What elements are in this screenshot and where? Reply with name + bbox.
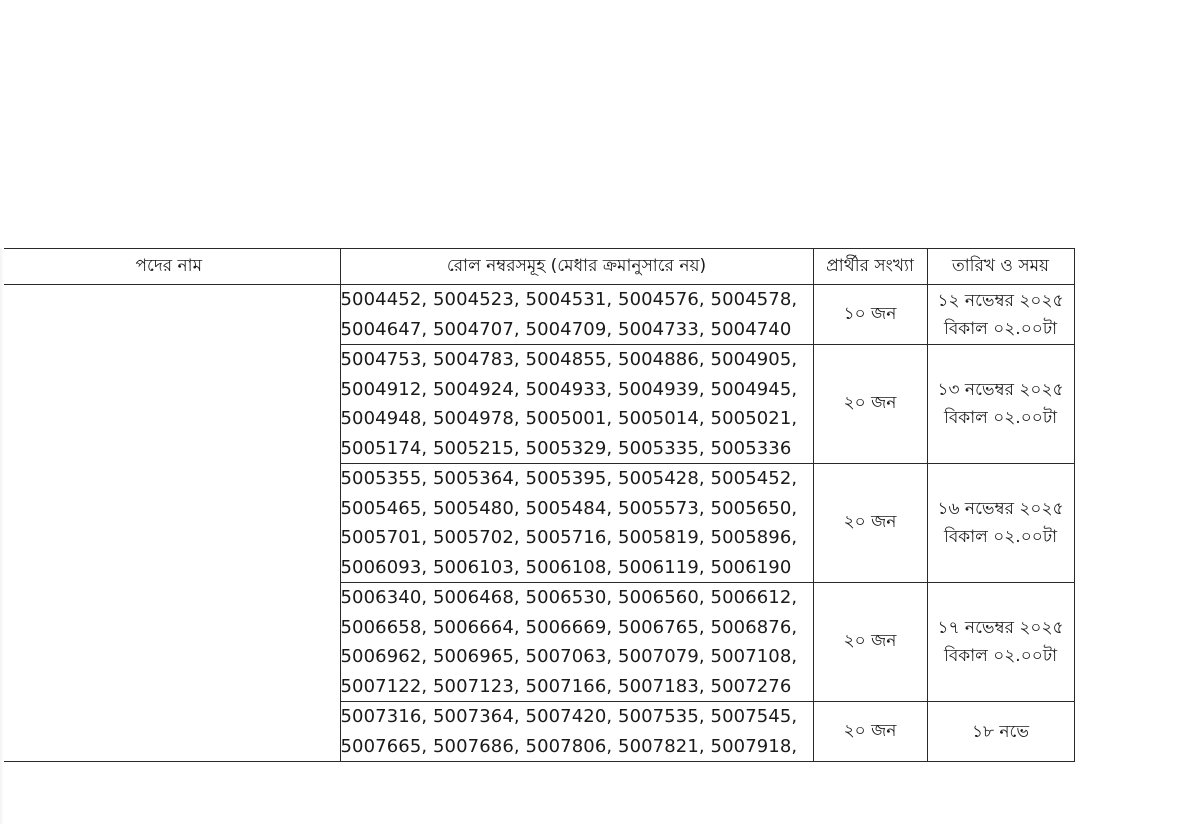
page-edge-shadow xyxy=(0,248,4,824)
roll-numbers-cell xyxy=(340,345,813,464)
candidate-count-cell: ১০ জন xyxy=(813,285,927,345)
exam-time: বিকাল ০২.০০টা xyxy=(943,646,1058,666)
header-post-name: পদের নাম xyxy=(0,249,340,285)
roll-line: 5006962, 5006965, 5007063, 5007079, 5007108, xyxy=(340,646,798,667)
roll-numbers-cell xyxy=(340,464,813,583)
date-time-cell xyxy=(927,583,1074,702)
roll-line: 5004912, 5004924, 5004933, 5004939, 5004945, xyxy=(340,378,798,400)
table-row xyxy=(0,285,1074,345)
header-roll-numbers: রোল নম্বরসমূহ (মেধার ক্রমানুসারে নয়) xyxy=(340,249,813,285)
roll-numbers-cell xyxy=(340,702,813,762)
date-time-cell xyxy=(927,345,1074,464)
candidate-count-cell: ২০ জন xyxy=(813,583,927,702)
candidate-count-cell: ২০ জন xyxy=(813,464,927,583)
roll-line: 5005174, 5005215, 5005329, 5005335, 5005336 xyxy=(340,437,792,459)
roll-line: 5004647, 5004707, 5004709, 5004733, 5004740 xyxy=(340,318,792,340)
post-name-cell xyxy=(0,285,340,762)
roll-line: 5007316, 5007364, 5007420, 5007535, 5007545, xyxy=(340,706,798,727)
roll-numbers-cell xyxy=(340,583,813,702)
roll-line: 5006340, 5006468, 5006530, 5006560, 5006612, xyxy=(340,587,798,608)
header-date-time: তারিখ ও সময় xyxy=(927,249,1074,285)
roll-line: 5005465, 5005480, 5005484, 5005573, 5005650, xyxy=(340,497,798,519)
exam-time: বিকাল ০২.০০টা xyxy=(943,408,1058,428)
roll-numbers-cell xyxy=(340,285,813,345)
exam-time: বিকাল ০২.০০টা xyxy=(943,527,1058,547)
roll-line: 5004948, 5004978, 5005001, 5005014, 5005021, xyxy=(340,408,798,429)
exam-date: ১৩ নভেম্বর ২০২৫ xyxy=(937,380,1064,400)
interview-schedule-table xyxy=(0,248,1075,762)
roll-line: 5006093, 5006103, 5006108, 5006119, 5006190 xyxy=(340,556,792,578)
roll-line: 5005701, 5005702, 5005716, 5005819, 5005896, xyxy=(340,527,798,548)
exam-date: ১২ নভেম্বর ২০২৫ xyxy=(937,290,1064,311)
roll-line: 5006658, 5006664, 5006669, 5006765, 5006876, xyxy=(340,616,798,638)
roll-line: 5004753, 5004783, 5004855, 5004886, 5004905, xyxy=(340,349,798,370)
exam-date: ১৭ নভেম্বর ২০২৫ xyxy=(937,618,1064,638)
exam-date: ১৬ নভেম্বর ২০২৫ xyxy=(937,499,1064,519)
roll-line: 5007122, 5007123, 5007166, 5007183, 5007276 xyxy=(340,675,792,697)
candidate-count-cell: ২০ জন xyxy=(813,702,927,762)
exam-time: বিকাল ০২.০০টা xyxy=(943,318,1058,339)
date-time-cell xyxy=(927,702,1074,762)
candidate-count-cell: ২০ জন xyxy=(813,345,927,464)
table-header-row xyxy=(0,249,1074,285)
exam-date: ১৮ নভে xyxy=(971,721,1030,742)
date-time-cell xyxy=(927,464,1074,583)
roll-line: 5004452, 5004523, 5004531, 5004576, 5004578, xyxy=(340,289,798,310)
roll-line: 5007665, 5007686, 5007806, 5007821, 5007918, xyxy=(340,735,798,757)
date-time-cell xyxy=(927,285,1074,345)
roll-line: 5005355, 5005364, 5005395, 5005428, 5005452, xyxy=(340,468,798,489)
header-candidate-count: প্রার্থীর সংখ্যা xyxy=(813,249,927,285)
